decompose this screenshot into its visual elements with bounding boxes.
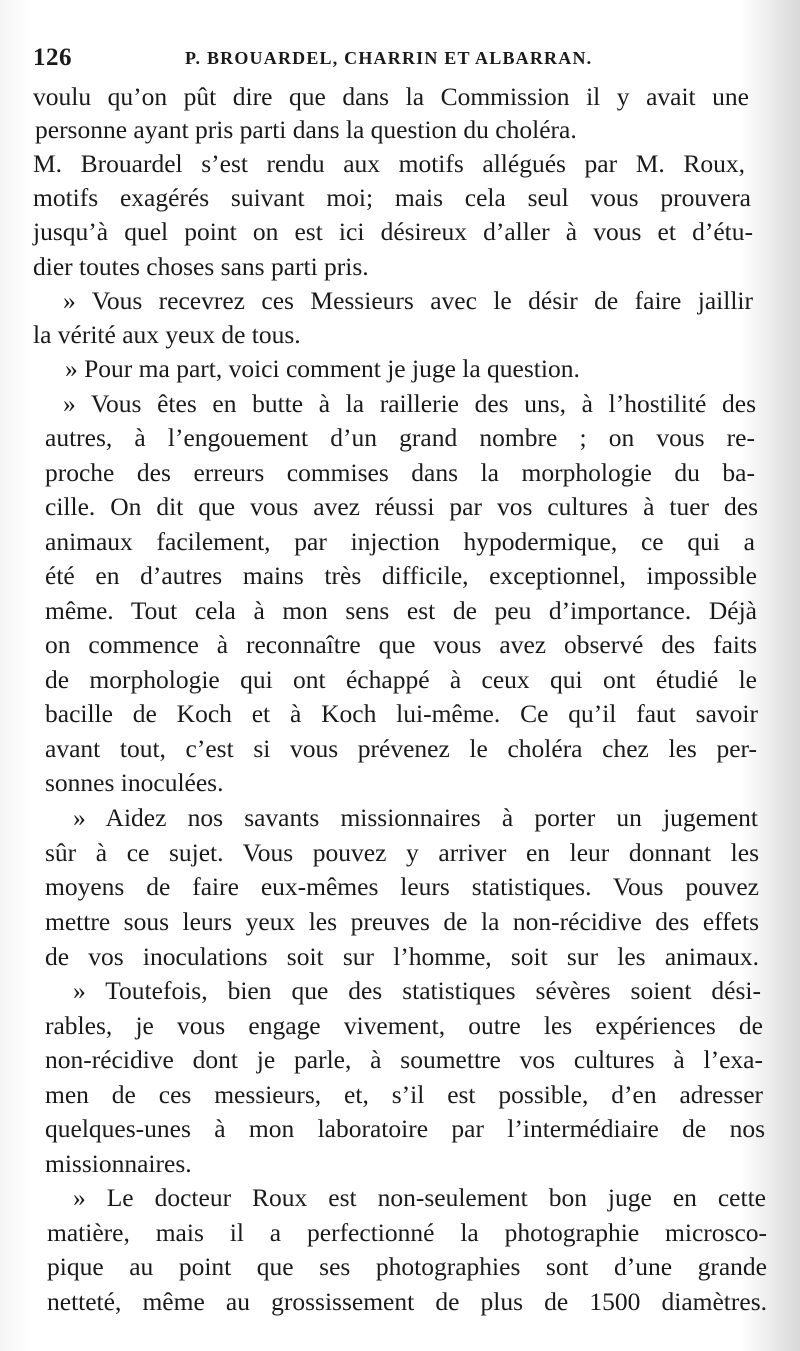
- text-line: » Le docteur Roux est non-seulement bon juge en cette: [73, 1183, 766, 1212]
- text-line: proche des erreurs commises dans la morphologie du ba-: [45, 458, 755, 487]
- text-line: » Vous recevrez ces Messieurs avec le désir de faire jaillir: [63, 286, 753, 315]
- text-line: même. Tout cela à mon sens est de peu d’importance. Déjà: [45, 596, 757, 625]
- text-line: de morphologie qui ont échappé à ceux qui ont étudié le: [45, 665, 757, 694]
- text-line: avant tout, c’est si vous prévenez le choléra chez les per-: [45, 734, 757, 763]
- text-line: non-récidive dont je parle, à soumettre vos cultures à l’exa-: [45, 1045, 763, 1074]
- text-line: missionnaires.: [45, 1149, 192, 1178]
- text-line: de vos inoculations soit sur l’homme, soit sur les animaux.: [45, 942, 759, 971]
- text-line: jusqu’à quel point on est ici désireux d’aller à vous et d’étu-: [33, 217, 753, 246]
- text-line: sûr à ce sujet. Vous pouvez y arriver en leur donnant les: [45, 838, 759, 867]
- text-line: men de ces messieurs, et, s’il est possible, d’en adresser: [45, 1080, 763, 1109]
- text-line: on commence à reconnaître que vous avez observé des faits: [45, 630, 757, 659]
- text-line: moyens de faire eux-mêmes leurs statistiques. Vous pouvez: [45, 872, 759, 901]
- text-line: pique au point que ses photographies sont d’une grande: [47, 1252, 767, 1281]
- text-line: cille. On dit que vous avez réussi par vos cultures à tuer des: [45, 492, 758, 521]
- text-line: mettre sous leurs yeux les preuves de la non-récidive des effets: [45, 907, 759, 936]
- text-line: sonnes inoculées.: [45, 768, 224, 797]
- text-line: » Toutefois, bien que des statistiques sévères soient dési-: [73, 976, 761, 1005]
- text-line: bacille de Koch et à Koch lui-même. Ce qu’il faut savoir: [45, 699, 758, 728]
- text-line: personne ayant pris parti dans la question du choléra.: [35, 115, 577, 144]
- text-line: été en d’autres mains très difficile, exceptionnel, impossible: [45, 561, 757, 590]
- text-line: rables, je vous engage vivement, outre les expériences de: [45, 1011, 763, 1040]
- text-line: matière, mais il a perfectionné la photographie microsco-: [47, 1218, 767, 1247]
- text-line: la vérité aux yeux de tous.: [33, 320, 301, 349]
- page-number: 126: [33, 44, 72, 71]
- running-head: P. BROUARDEL, CHARRIN ET ALBARRAN.: [185, 48, 593, 68]
- text-line: netteté, même au grossissement de plus de 1500 diamètres.: [47, 1287, 767, 1316]
- text-line: quelques-unes à mon laboratoire par l’intermédiaire de nos: [45, 1114, 765, 1143]
- text-line: animaux facilement, par injection hypodermique, ce qui a: [45, 527, 755, 556]
- text-line: voulu qu’on pût dire que dans la Commission il y avait une: [33, 82, 749, 111]
- text-line: autres, à l’engouement d’un grand nombre ; on vous re-: [45, 423, 755, 452]
- text-line: M. Brouardel s’est rendu aux motifs allégués par M. Roux,: [33, 149, 745, 178]
- text-line: » Aidez nos savants missionnaires à porter un jugement: [73, 803, 758, 832]
- text-line: » Vous êtes en butte à la raillerie des uns, à l’hostilité des: [63, 389, 756, 418]
- page-header: [33, 40, 763, 76]
- text-line: » Pour ma part, voici comment je juge la question.: [65, 354, 580, 383]
- text-line: motifs exagérés suivant moi; mais cela seul vous prouvera: [33, 183, 751, 212]
- text-line: dier toutes choses sans parti pris.: [33, 252, 369, 281]
